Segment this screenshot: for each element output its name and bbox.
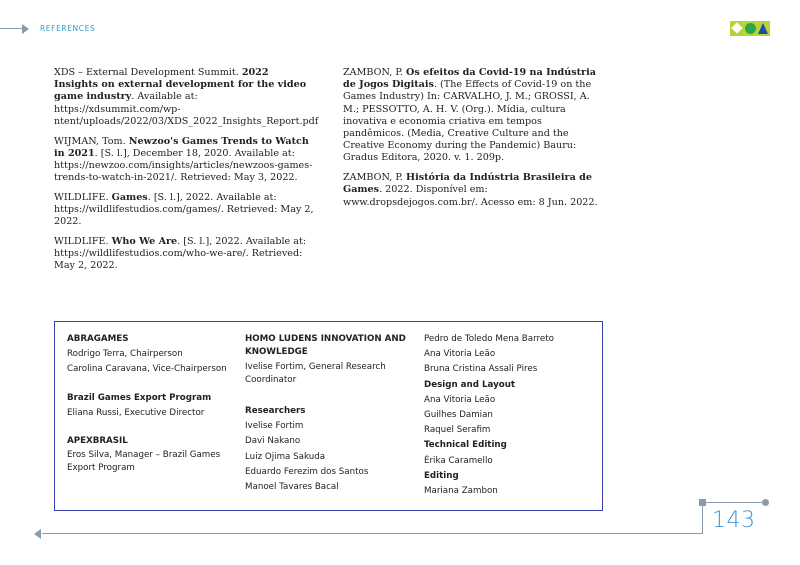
credit-name: Raquel Serafim xyxy=(424,425,491,436)
credits-box xyxy=(54,321,603,511)
credit-heading: Editing xyxy=(424,470,459,481)
credits-column-3 xyxy=(424,332,599,499)
credit-name: Bruna Cristina Assali Pires xyxy=(424,364,538,375)
credit-name: Érika Caramello xyxy=(424,455,493,466)
reference-entry: ZAMBON, P. Os efeitos da Covid-19 na Indústria de Jogos Digitais. (The Effects of Covid-19 on the Games Industry) In: CARVALHO, J. M.; GROSSI, A. M.; PESSOTTO, A. H. V. (Org.). Mídia, cultura inovativa e economia criativa em tempos pandêmicos. (Media, Creative Culture and the Creative Economy during the Pandemic) Bauru: Gradus Editora, 2020. v. 1. 209p. xyxy=(343,67,596,164)
credit-heading: Technical Editing xyxy=(424,440,507,451)
reference-entry: WILDLIFE. Games. [S. l.], 2022. Available at: https://wildlifestudios.com/games/. Retrieved: May 2, 2022. xyxy=(54,191,314,228)
credit-heading: HOMO LUDENS INNOVATION AND KNOWLEDGE xyxy=(245,334,406,357)
credits-column-1 xyxy=(67,332,247,474)
arrow-left-icon xyxy=(34,529,41,539)
footer-rule xyxy=(42,533,702,534)
credit-heading: APEXBRASIL xyxy=(67,436,128,447)
footer-vertical-rule xyxy=(702,502,703,534)
credit-name: Davi Nakano xyxy=(245,436,301,447)
page-number: 143 xyxy=(712,508,756,533)
credit-heading: Design and Layout xyxy=(424,379,516,390)
credit-name: Ana Vitoria Leão xyxy=(424,349,496,360)
header-rule xyxy=(0,28,22,29)
credit-name: Pedro de Toledo Mena Barreto xyxy=(424,334,554,344)
square-icon xyxy=(699,499,706,506)
credits-column-2 xyxy=(245,332,410,495)
credit-name: Ana Vitoria Leão xyxy=(424,394,496,405)
diamond-icon xyxy=(731,22,742,33)
credit-name: Ivelise Fortim, General Research Coordinator xyxy=(245,362,386,385)
circle-icon xyxy=(745,23,756,34)
reference-entry: XDS – External Development Summit. 2022 Insights on external development for the video game industry. Available at: https://xdsummit.com/wp-ntent/uploads/2022/03/XDS_2022_Insights_Report.pdf xyxy=(54,67,319,127)
reference-entry: ZAMBON, P. História da Indústria Brasileira de Games. 2022. Disponível em: www.dropsdejogos.com.br/. Acesso em: 8 Jun. 2022. xyxy=(343,172,598,208)
credit-name: Luiz Ojima Sakuda xyxy=(245,451,326,462)
credit-name: Manoel Tavares Bacal xyxy=(245,482,339,493)
footer-top-rule xyxy=(702,502,764,503)
credit-name: Guilhes Damian xyxy=(424,410,493,421)
reference-entry: WIJMAN, Tom. Newzoo's Games Trends to Watch in 2021. [S. l.], December 18, 2020. Available at: https://newzoo.com/insights/articles/newzoos-games-trends-to-watch-in-2021/. Retrieved: May 3, 2022. xyxy=(54,135,313,184)
credit-heading: Brazil Games Export Program xyxy=(67,392,212,403)
section-label: REFERENCES xyxy=(40,24,96,33)
credit-heading: Researchers xyxy=(245,406,306,416)
credit-name: Carolina Caravana, Vice-Chairperson xyxy=(67,364,227,375)
references-right-column xyxy=(343,67,603,216)
reference-entry: WILDLIFE. Who We Are. [S. l.], 2022. Available at: https://wildlifestudios.com/who-we-are/. Retrieved: May 2, 2022. xyxy=(54,235,307,272)
credit-name: Eliana Russi, Executive Director xyxy=(67,407,205,418)
credit-name: Ivelise Fortim xyxy=(245,421,304,432)
arrow-right-icon xyxy=(22,24,29,34)
dot-icon xyxy=(762,499,769,506)
credit-heading: ABRAGAMES xyxy=(67,334,129,344)
credit-name: Rodrigo Terra, Chairperson xyxy=(67,349,183,360)
credit-name: Eduardo Ferezim dos Santos xyxy=(245,466,369,477)
references-left-column xyxy=(54,67,319,280)
triangle-icon xyxy=(758,23,768,34)
diamond-circle-triangle-logo xyxy=(730,21,770,36)
credit-name: Mariana Zambon xyxy=(424,486,498,497)
credit-name: Eros Silva, Manager – Brazil Games Export Program xyxy=(67,450,221,473)
